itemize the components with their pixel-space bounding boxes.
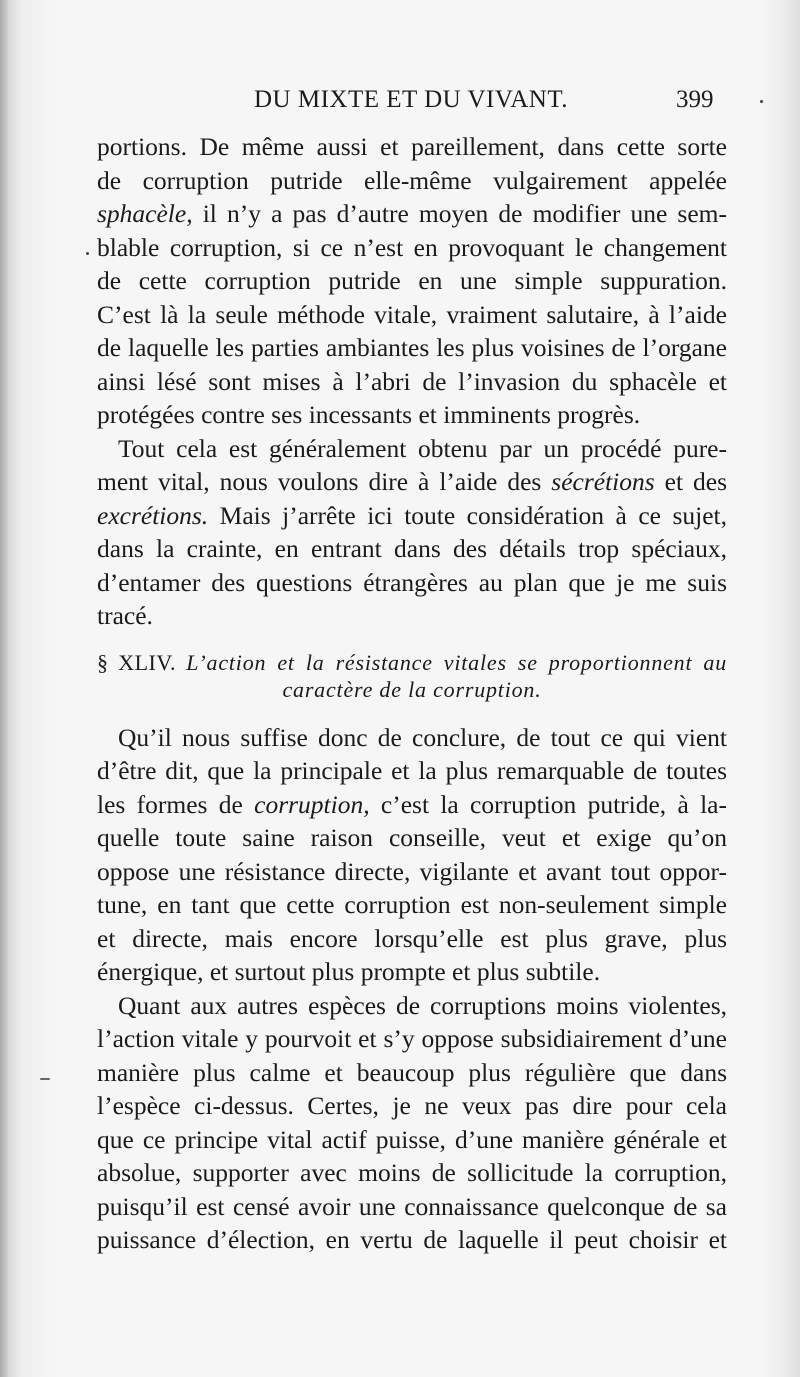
section-heading-line	[97, 676, 727, 703]
section-heading-line	[97, 649, 727, 676]
section-title: L’action et la résistance vitales se proportionnent au	[186, 649, 728, 675]
page-number: 399	[676, 86, 714, 113]
text-line: Quant aux autres espèces de corruptions moins violentes,	[118, 990, 727, 1020]
body-text	[97, 130, 727, 1257]
text-line: portions. De même aussi et pareillement, dans cette sorte	[97, 132, 727, 161]
text-line: de cette corruption putride en une simple suppuration.	[97, 266, 727, 295]
text-line: absolue, supporter avec moins de sollicitude la corruption,	[97, 1158, 727, 1187]
text-line: Tout cela est généralement obtenu par un procédé pure-	[118, 433, 727, 463]
text-line: tracé.	[97, 601, 153, 630]
section-heading	[97, 649, 727, 703]
italic-term: sécrétions	[551, 467, 655, 496]
italic-term: excrétions.	[97, 500, 209, 530]
text-line: C’est là la seule méthode vitale, vraiment salutaire, à l’aide	[97, 299, 727, 329]
text-line: ainsi lésé sont mises à l’abri de l’invasion du sphacèle et	[97, 366, 727, 396]
text-line: de laquelle les parties ambiantes les plus voisines de l’organe	[97, 333, 727, 362]
text-line: tune, en tant que cette corruption est non-seulement simple	[97, 890, 727, 919]
text-line: manière plus calme et beaucoup plus régulière que dans	[97, 1057, 727, 1087]
page-gutter-edge	[0, 0, 8, 1377]
text-line: les formes de corruption, c’est la corruption putride, à la-	[97, 789, 727, 819]
text-line: de corruption putride elle-même vulgairement appelée	[97, 165, 727, 195]
section-title: caractère de la corruption.	[282, 676, 542, 702]
paragraph-1	[97, 130, 727, 432]
running-title: DU MIXTE ET DU VIVANT.	[254, 86, 568, 113]
text-line: l’espèce ci-dessus. Certes, je ne veux pas dire pour cela	[97, 1091, 727, 1120]
paragraph-2	[97, 432, 727, 633]
print-speck	[40, 1078, 50, 1080]
text-line: dans la crainte, en entrant dans des détails trop spéciaux,	[97, 534, 727, 563]
section-number: XLIV.	[118, 649, 176, 675]
italic-term: sphacèle,	[97, 199, 193, 228]
text-line: que ce principe vital actif puisse, d’une manière générale et	[97, 1124, 727, 1154]
section-mark: §	[97, 649, 108, 675]
text-line: blable corruption, si ce n’est en provoquant le changement	[97, 232, 727, 262]
text-line: ment vital, nous voulons dire à l’aide des sécrétions et des	[97, 467, 727, 496]
page-header	[0, 86, 800, 126]
text-line: l’action vitale y pourvoit et s’y oppose subsidiairement d’une	[97, 1024, 727, 1053]
text-line: énergique, et surtout plus prompte et plus subtile.	[97, 957, 601, 986]
text-line: Qu’il nous suffise donc de conclure, de tout ce qui vient	[118, 722, 727, 752]
paragraph-4	[97, 989, 727, 1257]
text-line: puisqu’il est censé avoir une connaissance quelconque de sa	[97, 1191, 727, 1221]
paragraph-3	[97, 721, 727, 989]
print-speck	[86, 252, 89, 255]
text-line: protégées contre ses incessants et imminents progrès.	[97, 400, 641, 429]
text-line: oppose une résistance directe, vigilante et avant tout oppor-	[97, 856, 727, 886]
text-line: sphacèle, il n’y a pas d’autre moyen de modifier une sem-	[97, 199, 727, 228]
text-line: d’être dit, que la principale et la plus remarquable de toutes	[97, 756, 727, 785]
print-speck	[760, 100, 763, 103]
text-line: excrétions. Mais j’arrête ici toute considération à ce sujet,	[97, 500, 727, 530]
text-line: quelle toute saine raison conseille, veut et exige qu’on	[97, 823, 727, 852]
text-line: d’entamer des questions étrangères au plan que je me suis	[97, 567, 727, 597]
text-line: puissance d’élection, en vertu de laquelle il peut choisir et	[97, 1225, 727, 1254]
italic-term: corruption,	[254, 789, 370, 819]
text-line: et directe, mais encore lorsqu’elle est plus grave, plus	[97, 923, 727, 953]
